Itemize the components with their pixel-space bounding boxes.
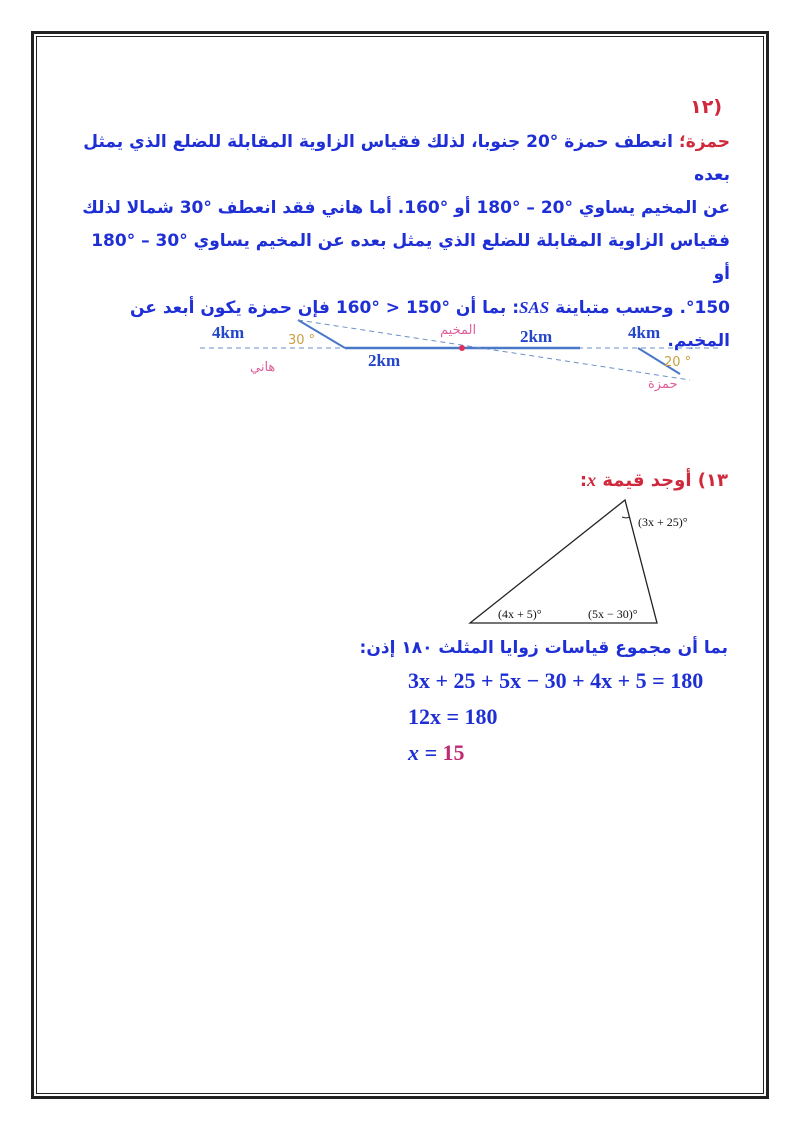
right-angle-label: (5x − 30)° bbox=[588, 607, 638, 621]
since-statement: بما أن مجموع قياسات زوايا المثلث ١٨٠ إذن: bbox=[359, 638, 728, 658]
triangle-figure bbox=[460, 495, 720, 630]
left-segment-label: 2km bbox=[368, 351, 401, 370]
distance-diagram bbox=[190, 312, 730, 397]
left-distance-label: 4km bbox=[212, 323, 245, 342]
solution-line-5: المخيم. bbox=[667, 331, 730, 351]
hani-label: هاني bbox=[250, 360, 276, 375]
solution-line-4: °150. وحسب متباينة SAS: بما أن °150 < °160 فإن حمزة يكون أبعد عن bbox=[129, 298, 730, 318]
problem-12-number: (١٢ bbox=[690, 96, 722, 118]
solution-line-3: فقياس الزاوية المقابلة للضلع الذي يمثل بعده عن المخيم يساوي °30 – °180 أو bbox=[91, 231, 730, 284]
left-angle-label: 30 ° bbox=[288, 333, 316, 348]
solution-line-2: عن المخيم يساوي °20 – °180 أو °160. أما هاني فقد انعطف °30 شمالا لذلك bbox=[82, 198, 730, 218]
variable-x: x bbox=[587, 470, 597, 490]
equation-3: x = 15 bbox=[408, 740, 465, 765]
sas-term: SAS bbox=[519, 298, 550, 317]
solution-line-1: حمزة؛ انعطف حمزة °20 جنوبا، لذلك فقياس الزاوية المقابلة للضلع الذي يمثل بعده bbox=[83, 132, 730, 185]
triangle bbox=[470, 500, 657, 623]
left-angle-label: (4x + 5)° bbox=[498, 607, 542, 621]
camp-point bbox=[459, 345, 465, 351]
top-angle-arc bbox=[622, 517, 630, 518]
hamza-label: حمزة bbox=[648, 377, 678, 392]
person-hamza-label: حمزة؛ bbox=[678, 132, 730, 152]
right-distance-label: 4km bbox=[628, 323, 661, 342]
problem-13-heading: ١٣) أوجد قيمة x: bbox=[579, 470, 728, 491]
right-angle-label: 20 ° bbox=[664, 355, 692, 370]
answer-value: 15 bbox=[442, 740, 465, 765]
equation-2: 12x = 180 bbox=[408, 704, 498, 729]
top-angle-label: (3x + 25)° bbox=[638, 515, 688, 529]
camp-label: المخيم bbox=[440, 323, 477, 338]
right-segment-label: 2km bbox=[520, 327, 553, 346]
equation-1: 3x + 25 + 5x − 30 + 4x + 5 = 180 bbox=[408, 668, 704, 693]
